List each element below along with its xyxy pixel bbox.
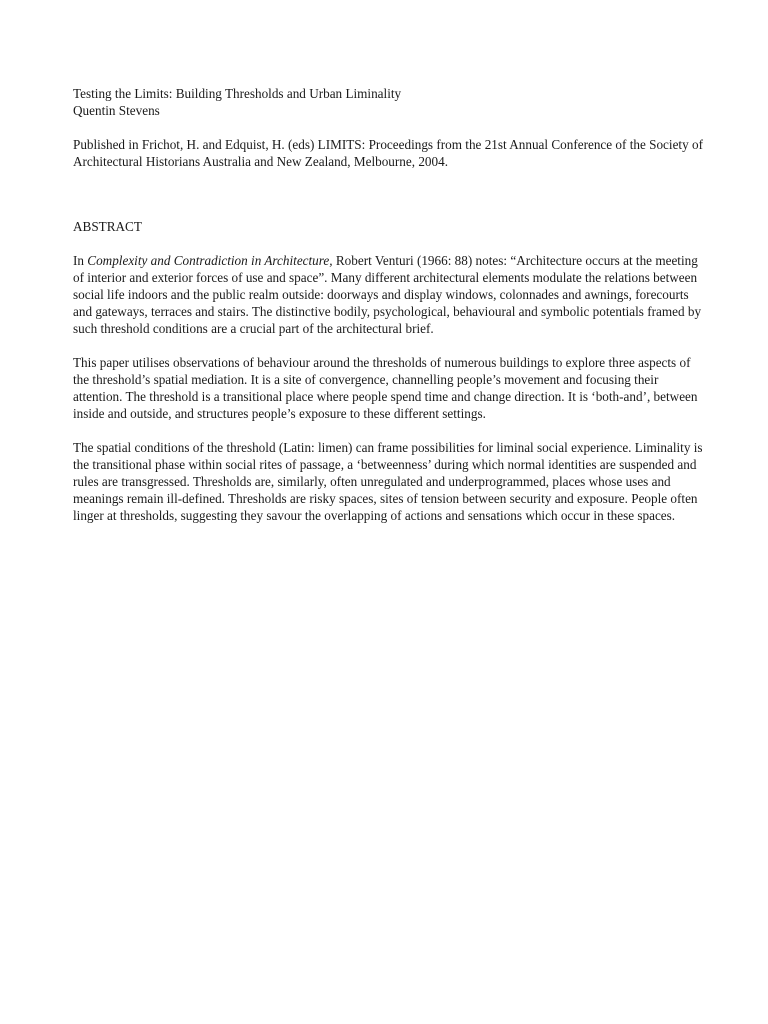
spacer bbox=[73, 170, 708, 218]
abstract-paragraph-1 bbox=[73, 252, 708, 337]
paragraph-body: Robert Venturi (1966: 88) notes: “Architecture occurs at the meeting of interior and exterior forces of use and space”. Many different architectural elements modulate the relations between social life indoors and the public realm outside: doorways and display windows, colonnades and awnings, forecourts and gateways, terraces and stairs. The distinctive bodily, psychological, behavioural and symbolic potentials framed by such threshold conditions are a crucial part of the architectural brief. bbox=[73, 253, 702, 336]
author-name: Quentin Stevens bbox=[73, 103, 160, 118]
paragraph-lead: In bbox=[73, 253, 88, 268]
abstract-paragraph-3: The spatial conditions of the threshold (Latin: limen) can frame possibilities for liminal social experience. Liminality is the transitional phase within social rites of passage, a ‘betweenness’ during which normal identities are suspended and rules are transgressed. Thresholds are, similarly, often unregulated and underprogrammed, places whose uses and meanings remain ill-defined. Thresholds are risky spaces, sites of tension between security and exposure. People often linger at thresholds, suggesting they savour the overlapping of actions and sensations which occur in these spaces. bbox=[73, 440, 703, 523]
publication-note: Published in Frichot, H. and Edquist, H. (eds) LIMITS: Proceedings from the 21st Annual Conference of the Society of Architectural Historians Australia and New Zealand, Melbourne, 2004. bbox=[73, 137, 703, 169]
abstract-paragraph-2: This paper utilises observations of behaviour around the thresholds of numerous buildings to explore three aspects of the threshold’s spatial mediation. It is a site of convergence, channelling people’s movement and focusing their attention. The threshold is a transitional place where people spend time and change direction. It is ‘both-and’, between inside and outside, and structures people’s exposure to these different settings. bbox=[73, 355, 698, 421]
abstract-heading: ABSTRACT bbox=[73, 219, 142, 234]
spacer bbox=[73, 119, 708, 136]
book-title: Complexity and Contradiction in Architecture, bbox=[87, 253, 333, 268]
title-block bbox=[73, 85, 708, 119]
paper-title: Testing the Limits: Building Thresholds and Urban Liminality bbox=[73, 86, 402, 101]
